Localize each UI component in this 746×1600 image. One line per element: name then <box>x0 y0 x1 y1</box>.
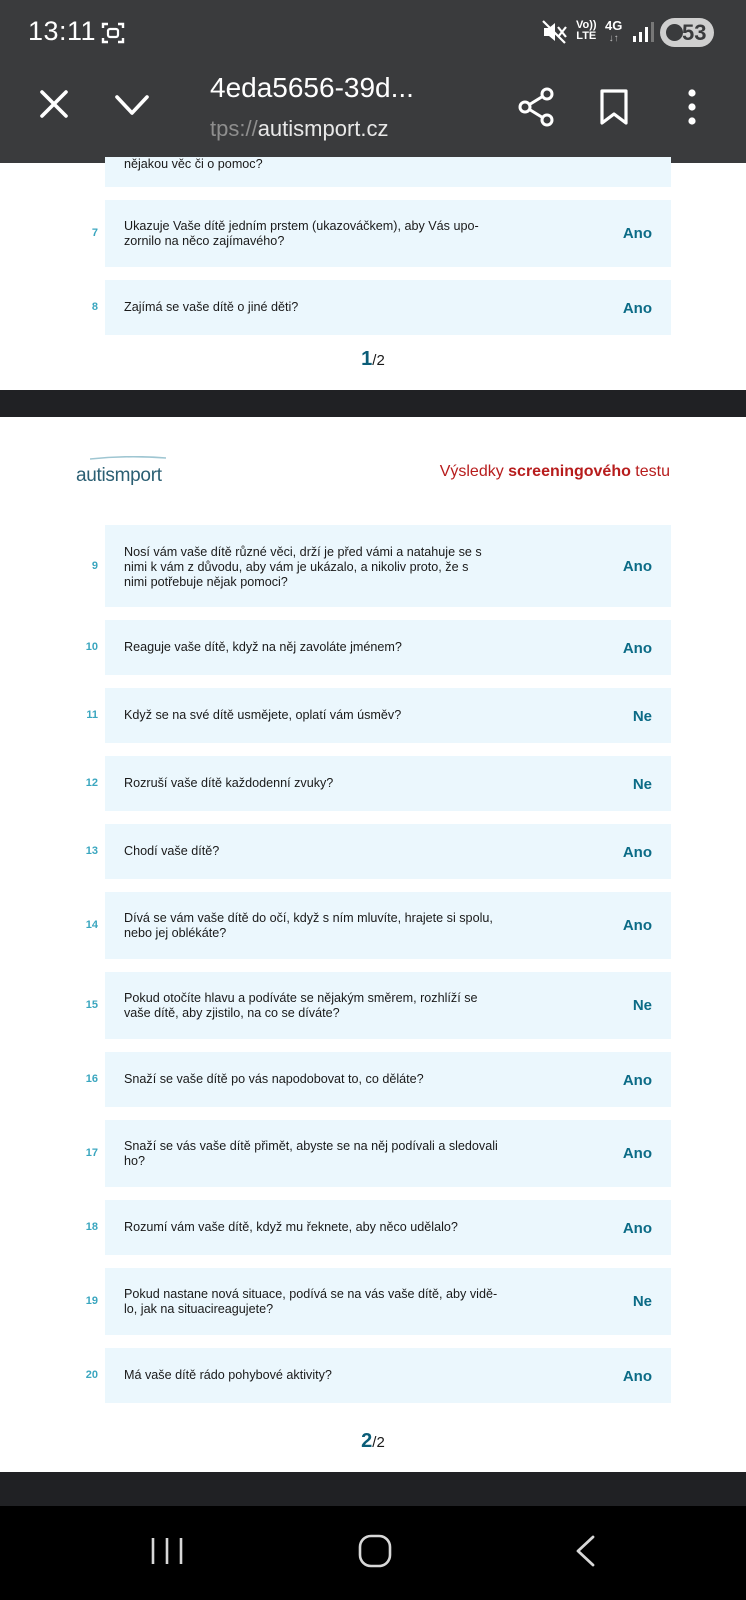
question-text: Ukazuje Vaše dítě jedním prstem (ukazováčkem), aby Vás upo-zornilo na něco zajímavého? <box>124 219 479 248</box>
question-number: 13 <box>85 845 98 857</box>
question-text: Chodí vaše dítě? <box>124 844 220 858</box>
results-title: Výsledky screeningového testu <box>439 463 670 480</box>
question-answer: Ano <box>622 640 652 657</box>
question-row <box>91 525 671 607</box>
question-number: 7 <box>91 227 98 239</box>
question-row <box>85 1268 671 1335</box>
more-options-icon[interactable] <box>680 88 704 126</box>
page-indicator-2: 2/2 <box>361 1430 385 1452</box>
question-row <box>85 892 671 959</box>
question-text: Má vaše dítě rádo pohybové aktivity? <box>124 1368 332 1382</box>
status-time: 13:11 <box>28 16 97 46</box>
question-text: Snaží se vás vaše dítě přimět, abyste se na něj podívali a sledovali ho? <box>124 1139 498 1168</box>
mute-icon <box>540 18 568 46</box>
question-row <box>86 688 671 743</box>
question-answer: Ne <box>632 997 652 1014</box>
question-number: 20 <box>85 1369 98 1381</box>
question-number: 10 <box>85 641 98 653</box>
question-answer: Ano <box>622 917 652 934</box>
question-text: Pokud otočíte hlavu a podíváte se nějakým směrem, rozhlíží se vaše dítě, aby zjistilo, na co se díváte? <box>124 991 478 1020</box>
question-row <box>85 972 671 1039</box>
question-number: 14 <box>85 919 98 931</box>
chevron-down-icon[interactable] <box>112 88 152 122</box>
question-row <box>85 1052 671 1107</box>
volte-indicator: Vo)) LTE <box>576 19 597 42</box>
close-icon[interactable] <box>36 86 72 122</box>
question-text: Rozruší vaše dítě každodenní zvuky? <box>124 776 334 790</box>
share-icon[interactable] <box>516 86 556 128</box>
question-number: 18 <box>85 1221 98 1233</box>
question-row <box>85 824 671 879</box>
question-number: 12 <box>85 777 98 789</box>
question-text: Reaguje vaše dítě, když na něj zavoláte jménem? <box>124 640 402 654</box>
question-answer: Ano <box>622 1220 652 1237</box>
question-answer: Ano <box>622 1368 652 1385</box>
question-answer: Ano <box>622 844 652 861</box>
question-number: 19 <box>85 1295 98 1307</box>
question-text: Zajímá se vaše dítě o jiné děti? <box>124 300 299 314</box>
question-answer: Ne <box>632 1293 652 1310</box>
question-answer: Ano <box>622 225 652 242</box>
question-answer: Ano <box>622 300 652 317</box>
network-indicator: 4G ↓↑ <box>605 18 623 44</box>
question-number: 15 <box>85 999 98 1011</box>
bookmark-icon[interactable] <box>598 88 630 126</box>
question-row <box>91 280 671 335</box>
question-answer: Ano <box>622 1072 652 1089</box>
browser-toolbar <box>0 0 746 163</box>
question-answer: Ano <box>622 1145 652 1162</box>
question-number: 11 <box>86 709 98 721</box>
question-row <box>85 1120 671 1187</box>
question-number: 9 <box>91 560 98 572</box>
question-text: Dívá se vám vaše dítě do očí, když s ním mluvíte, hrajete si spolu, nebo jej oblékáte? <box>124 911 493 940</box>
screen-record-icon <box>100 20 126 46</box>
page-indicator-1: 1/2 <box>361 348 385 370</box>
page-url[interactable]: tps://autismport.cz <box>210 116 389 141</box>
question-number: 17 <box>85 1147 98 1159</box>
battery-saver-icon <box>666 24 683 41</box>
question-text: nějakou věc či o pomoc? <box>124 157 263 171</box>
question-row <box>91 200 671 267</box>
question-row <box>85 1348 671 1403</box>
question-text: Když se na své dítě usmějete, oplatí vám úsměv? <box>124 708 402 722</box>
home-icon[interactable] <box>358 1534 392 1568</box>
question-number: 8 <box>91 301 98 313</box>
question-text: Nosí vám vaše dítě různé věci, drží je před vámi a natahuje se s nimi k vám z důvodu, aby vám je ukázalo, a nikoliv proto, že s nimi potřebuje nějak pomoci? <box>124 545 482 589</box>
autismport-logo: autismport <box>76 465 162 486</box>
question-row <box>85 756 671 811</box>
logo-swoosh <box>90 456 166 460</box>
question-text: Snaží se vaše dítě po vás napodobovat to, co děláte? <box>124 1072 424 1086</box>
question-row <box>85 1200 671 1255</box>
question-number: 16 <box>85 1073 98 1085</box>
question-text: Rozumí vám vaše dítě, když mu řeknete, aby něco udělalo? <box>124 1220 458 1234</box>
recents-icon[interactable] <box>150 1536 184 1566</box>
question-row <box>85 620 671 675</box>
question-row-partial <box>105 157 671 187</box>
page-title: 4eda5656-39d... <box>210 72 414 103</box>
question-answer: Ano <box>622 558 652 575</box>
back-icon[interactable] <box>574 1534 596 1568</box>
question-answer: Ne <box>632 708 652 725</box>
question-text: Pokud nastane nová situace, podívá se na vás vaše dítě, aby vidě-lo, jak na situacireagujete? <box>124 1287 498 1316</box>
signal-icon <box>632 20 654 44</box>
battery-indicator: 53 <box>660 18 714 47</box>
question-answer: Ne <box>632 776 652 793</box>
